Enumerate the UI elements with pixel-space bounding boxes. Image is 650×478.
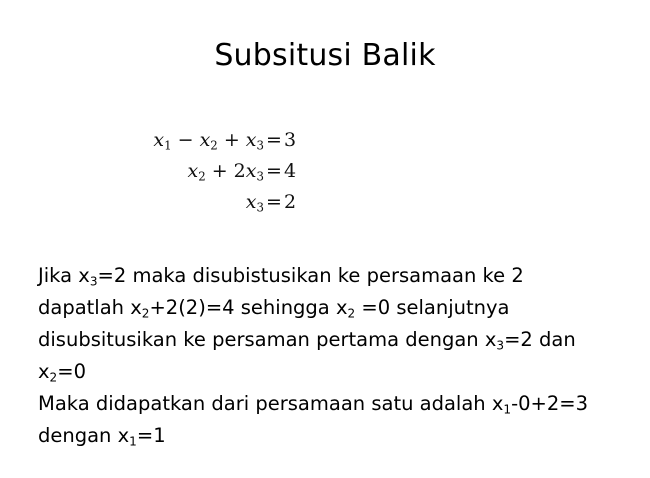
equation-rhs: 2 — [284, 191, 297, 213]
paragraph-1: Jika $x_3=2$ maka disubistusikan ke persamaan ke 2 dapatlah $x_2+2(2)=4$ sehingga $x_2 =0$ selanjutnya disubsitusikan ke persaman pertama dengan $x_3=2$ dan $x_2=0$ — [38, 264, 576, 385]
equation-row-3 — [96, 187, 306, 218]
equation-lhs: $x_2 + 2x_3$ — [187, 160, 264, 184]
equation-rhs: 4 — [284, 160, 297, 182]
slide-title: Subsitusi Balik — [214, 38, 436, 73]
equals-sign: = — [266, 129, 282, 151]
equals-sign: = — [266, 160, 282, 182]
equation-lhs: $x_1 - x_2 + x_3$ — [153, 129, 264, 153]
equation-lhs: $x_3$ — [245, 191, 264, 215]
equation-row-1 — [96, 125, 306, 156]
equation-system — [96, 125, 306, 218]
equation-rhs: 3 — [284, 129, 297, 151]
paragraph-2: Maka didapatkan dari persamaan satu adalah $x_1-0+2=3$ dengan $x_1=1$ — [38, 392, 589, 449]
equals-sign: = — [266, 191, 282, 213]
explanation-text — [38, 260, 598, 452]
equation-row-2 — [96, 156, 306, 187]
